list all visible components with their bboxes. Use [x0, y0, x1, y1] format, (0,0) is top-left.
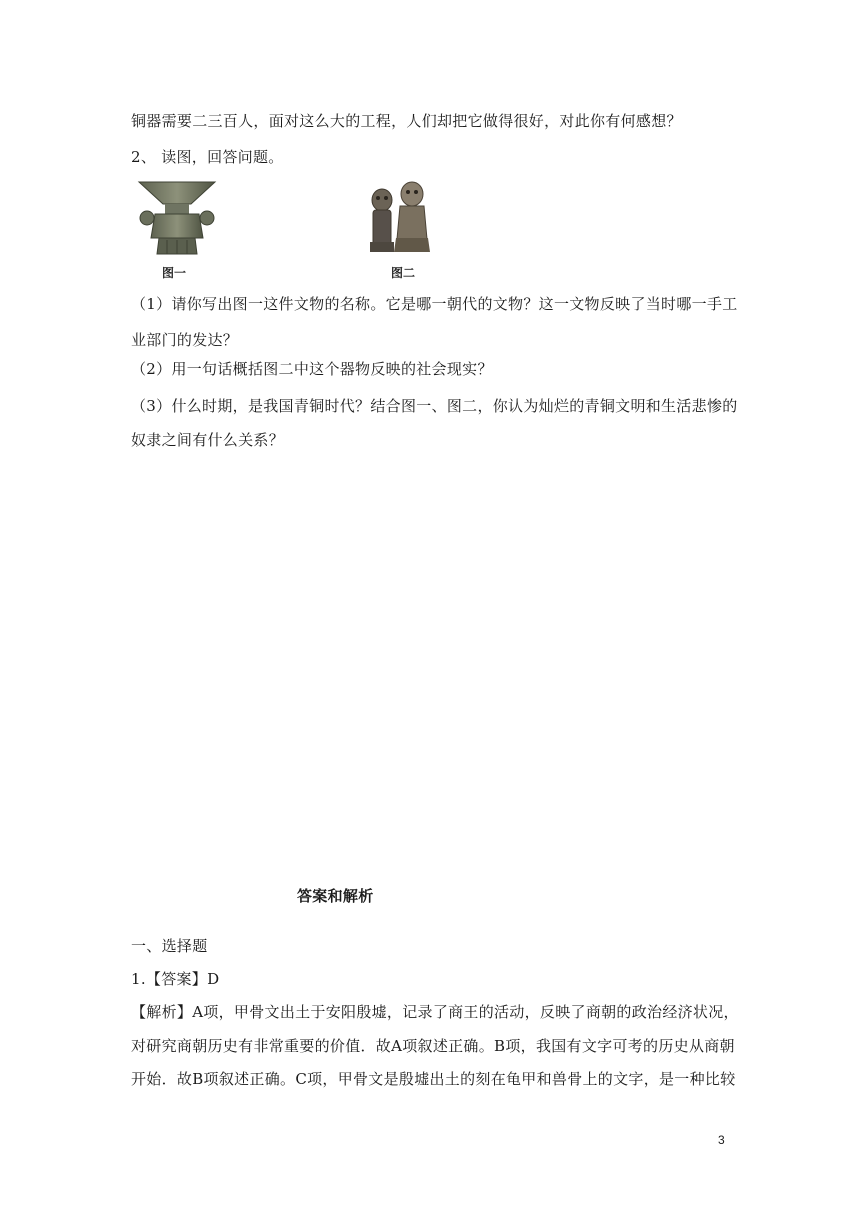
question-2-1-line1: （1）请你写出图一这件文物的名称。它是哪一朝代的文物？这一文物反映了当时哪一手工 — [131, 295, 738, 313]
figure-1-bronze-vessel — [133, 178, 221, 258]
explanation-line1: 【解析】A项，甲骨文出土于安阳殷墟，记录了商王的活动，反映了商朝的政治经济状况， — [131, 1003, 739, 1021]
question-2-3-line2: 奴隶之间有什么关系？ — [131, 431, 285, 449]
question-2-3-line1: （3）什么时期，是我国青铜时代？结合图一、图二，你认为灿烂的青铜文明和生活悲惨的 — [131, 397, 738, 415]
section-title: 一、选择题 — [131, 937, 208, 955]
page-number: 3 — [718, 1133, 725, 1147]
question-2-1-line2: 业部门的发达？ — [131, 331, 239, 349]
figurines-image — [362, 180, 436, 254]
question-2-2: （2）用一句话概括图二中这个器物反映的社会现实？ — [131, 360, 493, 378]
explanation-line3: 开始．故B项叙述正确。C项，甲骨文是殷墟出土的刻在龟甲和兽骨上的文字，是一种比较 — [131, 1070, 736, 1088]
bronze-vessel-image — [133, 178, 221, 258]
explanation-line2: 对研究商朝历史有非常重要的价值．故A项叙述正确。B项，我国有文字可考的历史从商朝 — [131, 1037, 735, 1055]
figure-2-caption: 图二 — [391, 266, 416, 280]
figure-1-caption: 图一 — [162, 266, 187, 280]
figure-2-figurines — [362, 180, 436, 254]
question-2-title: 2、 读图，回答问题。 — [131, 148, 284, 166]
answer-item-1: 1.【答案】D — [131, 970, 220, 988]
text-line: 铜器需要二三百人，面对这么大的工程，人们却把它做得很好，对此你有何感想？ — [131, 112, 682, 130]
answers-heading: 答案和解析 — [297, 887, 374, 905]
